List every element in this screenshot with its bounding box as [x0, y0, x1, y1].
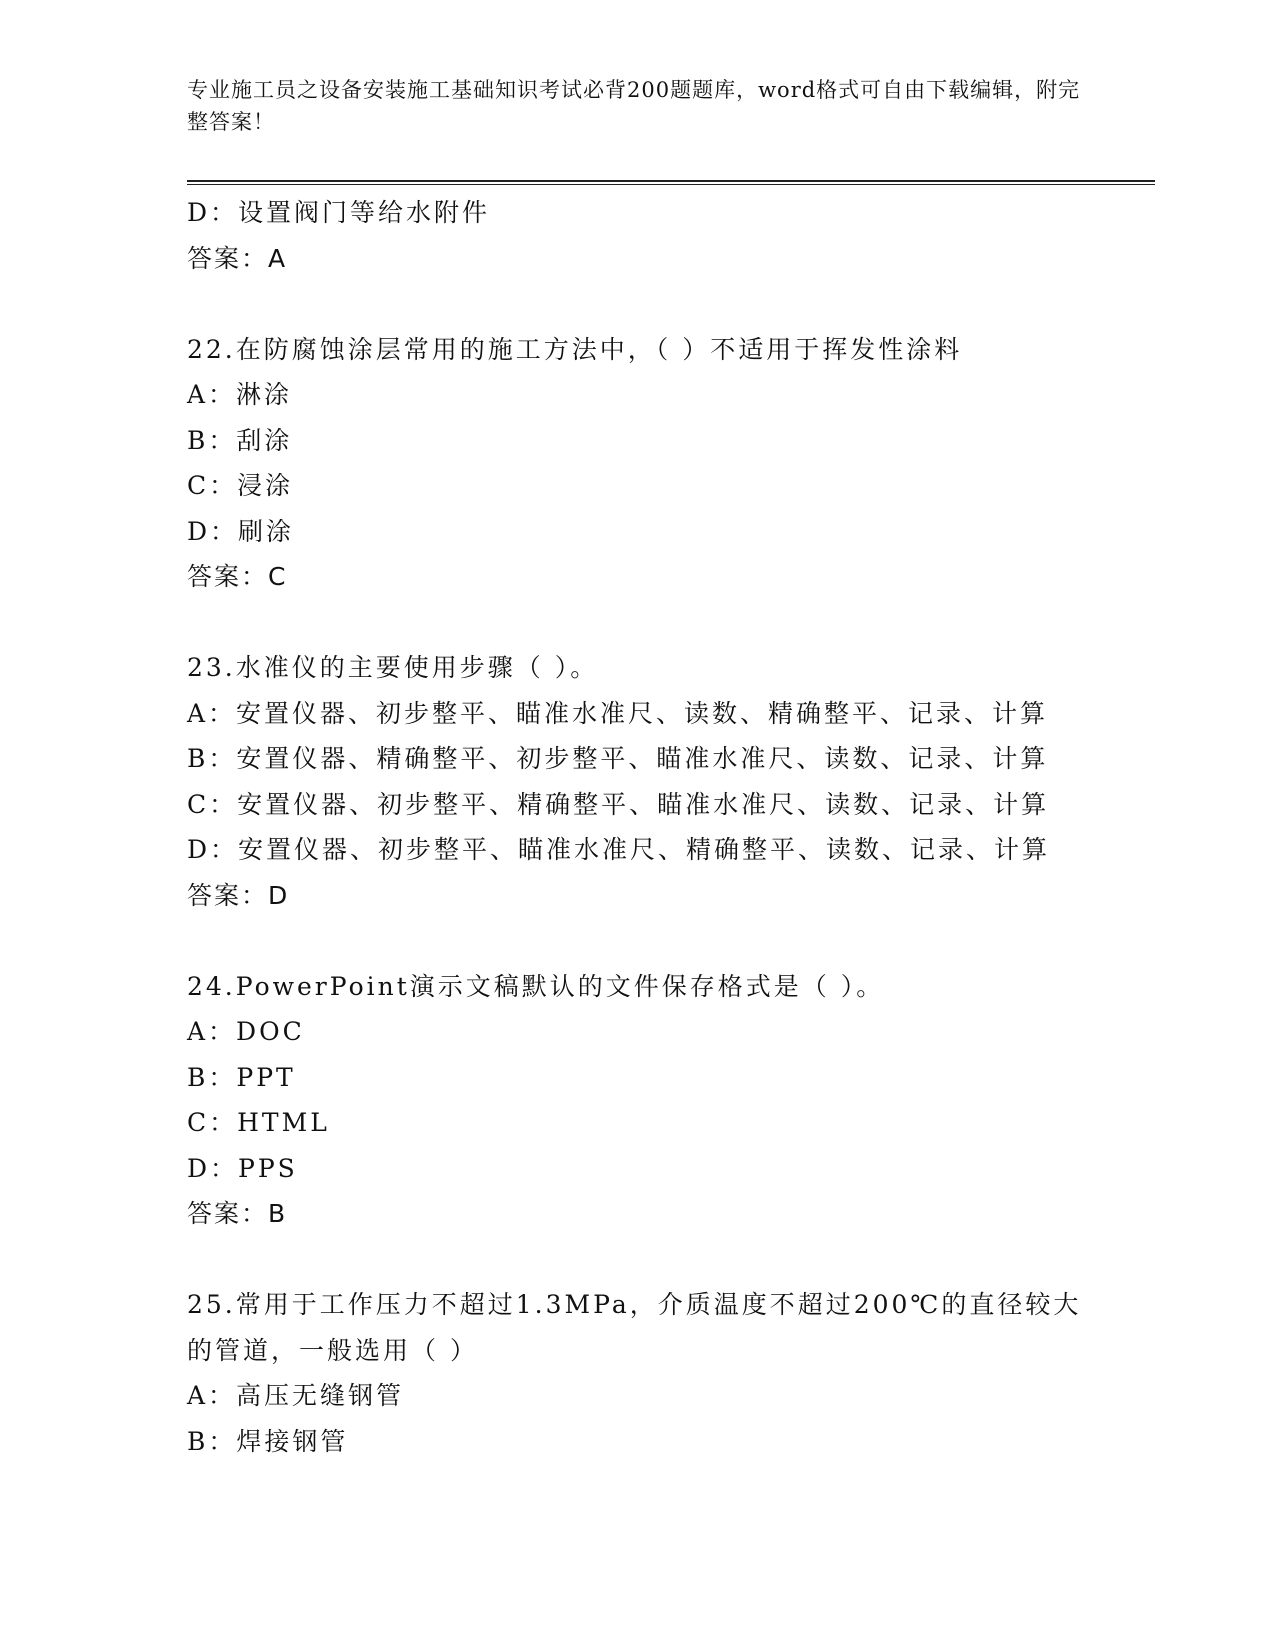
option-d: D：安置仪器、初步整平、瞄准水准尺、精确整平、读数、记录、计算	[187, 835, 1051, 864]
option-c: C：安置仪器、初步整平、精确整平、瞄准水准尺、读数、记录、计算	[187, 789, 1050, 819]
spacer	[187, 1237, 1087, 1283]
option-b: B：PPT	[187, 1062, 296, 1092]
option-c: C：浸涂	[187, 471, 294, 500]
option-a: A：DOC	[187, 1017, 305, 1046]
option-a: A：淋涂	[187, 380, 293, 409]
option-b: B：刮涂	[187, 425, 293, 455]
question-stem: 22.在防腐蚀涂层常用的施工方法中，（ ）不适用于挥发性涂料	[187, 334, 963, 364]
question-24	[187, 964, 1087, 1237]
answer: 答案：C	[187, 562, 288, 591]
option-a: A：高压无缝钢管	[187, 1381, 405, 1410]
option-b: B：焊接钢管	[187, 1426, 349, 1456]
question-stem-line-1: 25.常用于工作压力不超过1.3MPa，介质温度不超过200℃的直径较大	[187, 1290, 1082, 1319]
option-d: D：PPS	[187, 1153, 298, 1183]
option-d: D：刷涂	[187, 516, 295, 546]
spacer	[187, 918, 1087, 964]
question-stem-line-2: 的管道，一般选用（ ）	[187, 1335, 478, 1365]
question-22	[187, 327, 1087, 600]
document-body	[187, 190, 1087, 1464]
spacer	[187, 600, 1087, 646]
header-divider-thin	[187, 184, 1155, 185]
header-text: 专业施工员之设备安装施工基础知识考试必背200题题库，word格式可自由下载编辑，附完整答案！	[187, 78, 1081, 134]
header-divider	[187, 180, 1155, 182]
q21-option-d: D：设置阀门等给水附件	[187, 198, 491, 227]
question-25	[187, 1282, 1087, 1464]
question-stem: 24.PowerPoint演示文稿默认的文件保存格式是（ ）。	[187, 971, 885, 1001]
page-header	[187, 74, 1087, 138]
answer: 答案：B	[187, 1199, 288, 1228]
question-23	[187, 645, 1087, 918]
option-a: A：安置仪器、初步整平、瞄准水准尺、读数、精确整平、记录、计算	[187, 698, 1049, 728]
option-c: C：HTML	[187, 1108, 330, 1137]
q21-answer: 答案：A	[187, 243, 288, 273]
option-b: B：安置仪器、精确整平、初步整平、瞄准水准尺、读数、记录、计算	[187, 744, 1049, 773]
question-stem: 23.水准仪的主要使用步骤（ ）。	[187, 653, 599, 682]
answer: 答案：D	[187, 880, 290, 910]
spacer	[187, 281, 1087, 327]
